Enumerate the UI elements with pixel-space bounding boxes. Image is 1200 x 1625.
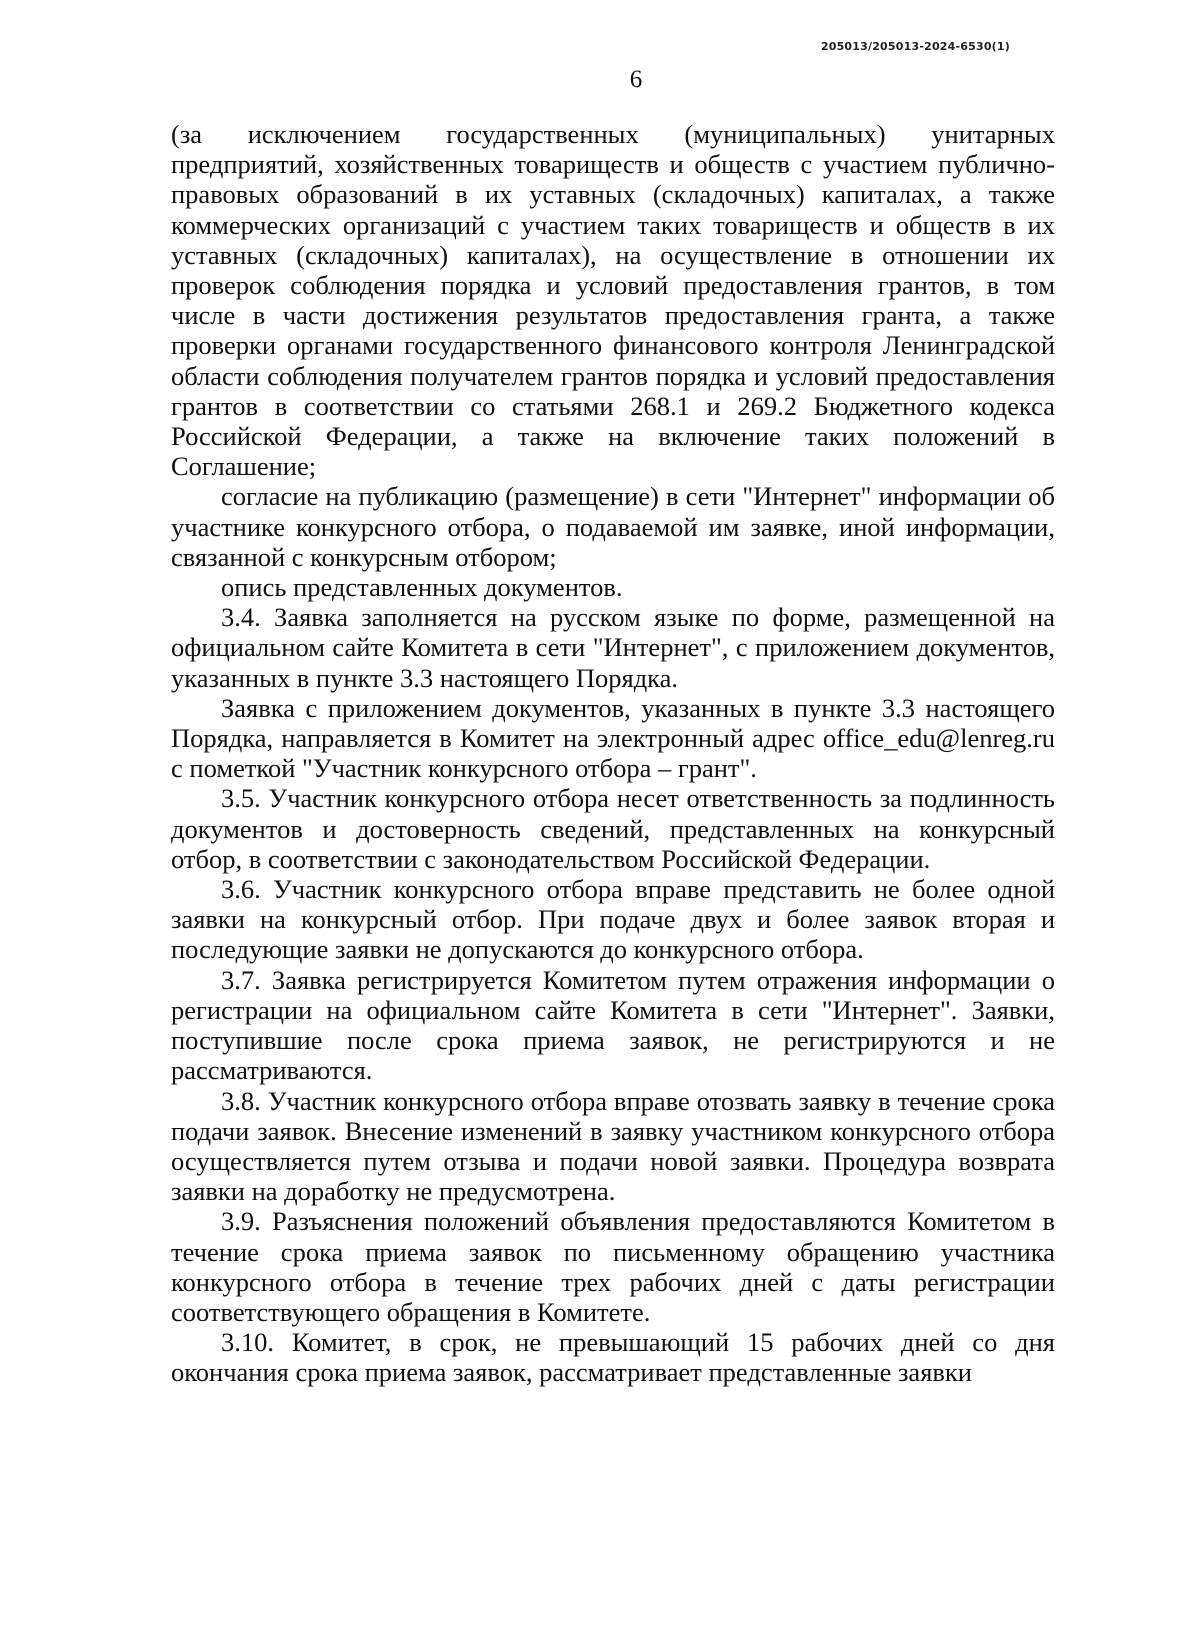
document-id: 205013/205013-2024-6530(1) — [820, 40, 1010, 53]
paragraph-3-9: 3.9. Разъяснения положений объявления предоставляются Комитетом в течение срока приема заявок по письменному обращению участника конкурсного отбора в течение трех рабочих дней с даты регистрации соответствующего обращения в Комитете. — [171, 1206, 1055, 1327]
document-body — [171, 119, 1055, 1388]
paragraph-3-4-submission: Заявка с приложением документов, указанных в пункте 3.3 настоящего Порядка, направляется в Комитет на электронный адрес office_edu@lenreg.ru с пометкой "Участник конкурсного отбора – грант". — [171, 692, 1055, 784]
paragraph-3-10: 3.10. Комитет, в срок, не превышающий 15 рабочих дней со дня окончания срока приема заявок, рассматривает представленные заявки — [171, 1327, 1055, 1388]
paragraph-3-5: 3.5. Участник конкурсного отбора несет ответственность за подлинность документов и достоверность сведений, представленных на конкурсный отбор, в соответствии с законодательством Российской Федерации. — [171, 783, 1055, 874]
paragraph-3-7: 3.7. Заявка регистрируется Комитетом путем отражения информации о регистрации на официальном сайте Комитета в сети "Интернет". Заявки, поступившие после срока приема заявок, не регистрируются и не рассматриваются. — [171, 964, 1055, 1086]
paragraph-document-inventory: опись представленных документов. — [221, 572, 623, 603]
paragraph-3-4: 3.4. Заявка заполняется на русском языке по форме, размещенной на официальном сайте Комитета в сети "Интернет", с приложением документов, указанных в пункте 3.3 настоящего Порядка. — [171, 602, 1055, 693]
page-number: 6 — [629, 66, 643, 93]
paragraph-consent-publication: согласие на публикацию (размещение) в сети "Интернет" информации об участнике конкурсного отбора, о подаваемой им заявке, иной информации, связанной с конкурсным отбором; — [171, 481, 1055, 572]
paragraph-3-8: 3.8. Участник конкурсного отбора вправе отозвать заявку в течение срока подачи заявок. Внесение изменений в заявку участником конкурсного отбора осуществляется путем отзыва и подачи новой заявки. Процедура возврата заявки на доработку не предусмотрена. — [171, 1085, 1055, 1207]
paragraph-continuation: (за исключением государственных (муниципальных) унитарных предприятий, хозяйственных товариществ и обществ с участием публично-правовых образований в их уставных (складочных) капиталах, а также коммерческих организаций с участием таких товариществ и обществ в их уставных (складочных) капиталах), на осуществление в отношении их проверок соблюдения порядка и условий предоставления грантов, в том числе в части достижения результатов предоставления гранта, а также проверки органами государственного финансового контроля Ленинградской области соблюдения получателем грантов порядка и условий предоставления грантов в соответствии со статьями 268.1 и 269.2 Бюджетного кодекса Российской Федерации, а также на включение таких положений в Соглашение; — [171, 119, 1055, 482]
paragraph-3-6: 3.6. Участник конкурсного отбора вправе представить не более одной заявки на конкурсный отбор. При подаче двух и более заявок вторая и последующие заявки не допускаются до конкурсного отбора. — [171, 874, 1055, 965]
